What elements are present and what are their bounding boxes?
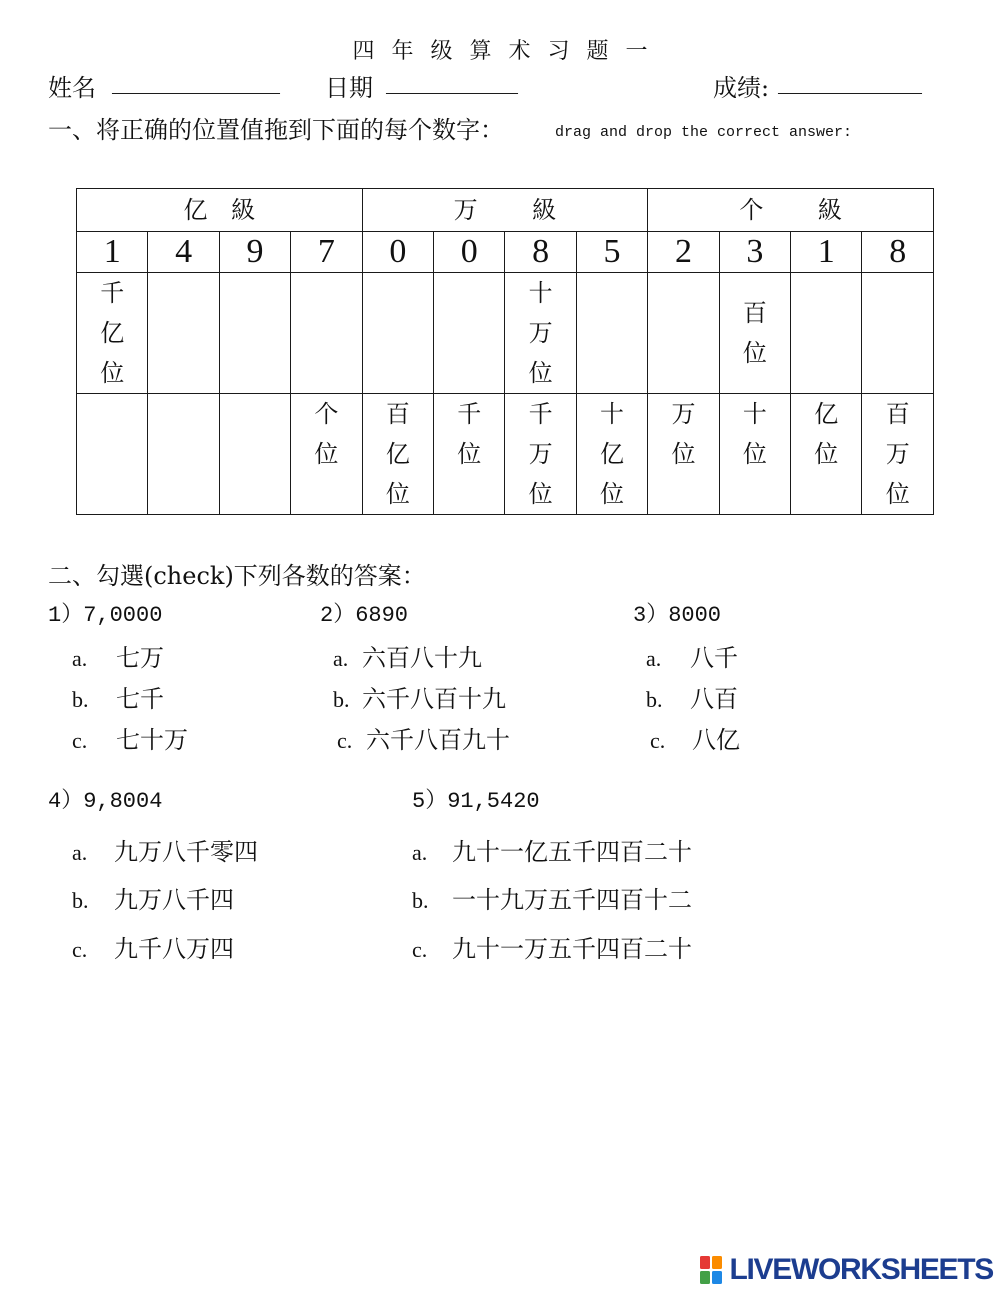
choice-cell: [434, 394, 505, 515]
choice-cell: [791, 394, 862, 515]
date-blank: ___________: [386, 76, 519, 99]
option-c[interactable]: [337, 725, 510, 756]
option-text: 七千: [116, 685, 164, 713]
option-text: 八百: [690, 685, 738, 713]
option-b[interactable]: [646, 684, 738, 715]
drag-choice[interactable]: 十亿位: [600, 400, 625, 508]
option-text: 六千八百十九: [362, 685, 506, 713]
question-label: 5）91,5420: [412, 789, 540, 814]
digit-cell: 2: [648, 232, 719, 273]
drop-zone[interactable]: [862, 273, 934, 394]
option-letter: b.: [72, 687, 89, 712]
digit-row: [77, 232, 934, 273]
drop-zone[interactable]: [219, 273, 290, 394]
drag-choice[interactable]: 十位: [742, 400, 767, 468]
option-letter: c.: [337, 728, 353, 753]
digit-cell: 7: [291, 232, 362, 273]
section2-heading: 二、勾選(check)下列各数的答案：: [48, 562, 426, 590]
option-text: 六千八百九十: [366, 726, 510, 754]
placed-answer[interactable]: 十万位: [528, 279, 553, 387]
logo-block-icon: [712, 1271, 722, 1284]
option-a[interactable]: [333, 643, 482, 674]
choice-cell: [862, 394, 934, 515]
choice-cell: [505, 394, 576, 515]
option-text: 七万: [116, 644, 164, 672]
drop-zone[interactable]: [719, 273, 790, 394]
option-text: 六百八十九: [362, 644, 482, 672]
option-a[interactable]: [72, 643, 164, 674]
drop-zone[interactable]: [77, 273, 148, 394]
choice-row: [77, 394, 934, 515]
drop-zone[interactable]: [576, 273, 647, 394]
logo-block-icon: [712, 1256, 722, 1269]
logo-block-icon: [700, 1256, 710, 1269]
choice-cell: [576, 394, 647, 515]
option-c[interactable]: [72, 934, 234, 965]
choice-cell: [148, 394, 219, 515]
drag-choice[interactable]: 百万位: [885, 400, 910, 508]
option-b[interactable]: [72, 684, 164, 715]
option-text: 一十九万五千四百十二: [452, 886, 692, 914]
option-text: 七十万: [116, 726, 188, 754]
option-c[interactable]: [72, 725, 188, 756]
option-letter: c.: [72, 937, 88, 962]
choice-cell: [719, 394, 790, 515]
option-a[interactable]: [646, 643, 738, 674]
option-a[interactable]: [412, 837, 692, 868]
option-text: 八亿: [692, 726, 740, 754]
drag-choice[interactable]: 个位: [314, 400, 339, 468]
group-header-wan: 万 級: [362, 189, 648, 232]
drop-zone[interactable]: [291, 273, 362, 394]
option-b[interactable]: [72, 885, 234, 916]
drop-zone[interactable]: [148, 273, 219, 394]
score-label: 成绩:: [713, 74, 770, 102]
placed-answer[interactable]: 百位: [742, 299, 767, 367]
digit-cell: 5: [576, 232, 647, 273]
drop-zone[interactable]: [434, 273, 505, 394]
digit-cell: 1: [791, 232, 862, 273]
question-label: 2）6890: [320, 603, 409, 628]
option-text: 九万八千零四: [114, 838, 258, 866]
option-letter: b.: [412, 888, 429, 913]
place-value-table: [76, 188, 934, 515]
section1-heading: 一、将正确的位置值拖到下面的每个数字：: [48, 116, 504, 144]
digit-cell: 4: [148, 232, 219, 273]
choice-cell: [77, 394, 148, 515]
drag-choice[interactable]: 千位: [457, 400, 482, 468]
question-label: 1）7,0000: [48, 603, 163, 628]
placed-answer[interactable]: 千亿位: [100, 279, 125, 387]
group-header-yi: 亿 級: [77, 189, 363, 232]
digit-cell: 3: [719, 232, 790, 273]
drop-zone[interactable]: [362, 273, 433, 394]
option-letter: a.: [333, 646, 349, 671]
choice-cell: [648, 394, 719, 515]
option-letter: a.: [72, 840, 88, 865]
option-letter: c.: [72, 728, 88, 753]
date-label: 日期: [325, 74, 373, 102]
option-c[interactable]: [650, 725, 740, 756]
option-text: 九十一亿五千四百二十: [452, 838, 692, 866]
digit-cell: 1: [77, 232, 148, 273]
drag-choice[interactable]: 亿位: [814, 400, 839, 468]
section1-instruction: drag and drop the correct answer:: [555, 124, 853, 141]
liveworksheets-logo-text: LIVEWORKSHEETS: [729, 1253, 993, 1286]
option-text: 九十一万五千四百二十: [452, 935, 692, 963]
name-blank: ______________: [112, 76, 281, 99]
drop-zone[interactable]: [505, 273, 576, 394]
option-b[interactable]: [333, 684, 506, 715]
group-header-row: [77, 189, 934, 232]
group-header-ge: 个 級: [648, 189, 934, 232]
option-c[interactable]: [412, 934, 692, 965]
digit-cell: 8: [862, 232, 934, 273]
digit-cell: 9: [219, 232, 290, 273]
name-label: 姓名: [48, 74, 96, 102]
choice-cell: [362, 394, 433, 515]
digit-cell: 0: [362, 232, 433, 273]
option-text: 九千八万四: [114, 935, 234, 963]
drop-zone[interactable]: [791, 273, 862, 394]
option-letter: a.: [646, 646, 662, 671]
drag-choice[interactable]: 百亿位: [385, 400, 410, 508]
option-a[interactable]: [72, 837, 258, 868]
option-letter: c.: [650, 728, 666, 753]
option-letter: a.: [72, 646, 88, 671]
digit-cell: 0: [434, 232, 505, 273]
drop-zone-row: [77, 273, 934, 394]
option-text: 九万八千四: [114, 886, 234, 914]
logo-block-icon: [700, 1271, 710, 1284]
option-text: 八千: [690, 644, 738, 672]
option-letter: c.: [412, 937, 428, 962]
drag-choice[interactable]: 万位: [671, 400, 696, 468]
worksheet-title: 四 年 级 算 术 习 题 一: [352, 39, 648, 64]
digit-cell: 8: [505, 232, 576, 273]
drag-choice[interactable]: 千万位: [528, 400, 553, 508]
choice-cell: [219, 394, 290, 515]
liveworksheets-logo-icon: [700, 1256, 722, 1284]
option-letter: a.: [412, 840, 428, 865]
option-b[interactable]: [412, 885, 692, 916]
option-letter: b.: [72, 888, 89, 913]
drop-zone[interactable]: [648, 273, 719, 394]
question-label: 4）9,8004: [48, 789, 163, 814]
choice-cell: [291, 394, 362, 515]
option-letter: b.: [646, 687, 663, 712]
score-blank: ____________: [778, 76, 923, 99]
option-letter: b.: [333, 687, 350, 712]
question-label: 3）8000: [633, 603, 722, 628]
